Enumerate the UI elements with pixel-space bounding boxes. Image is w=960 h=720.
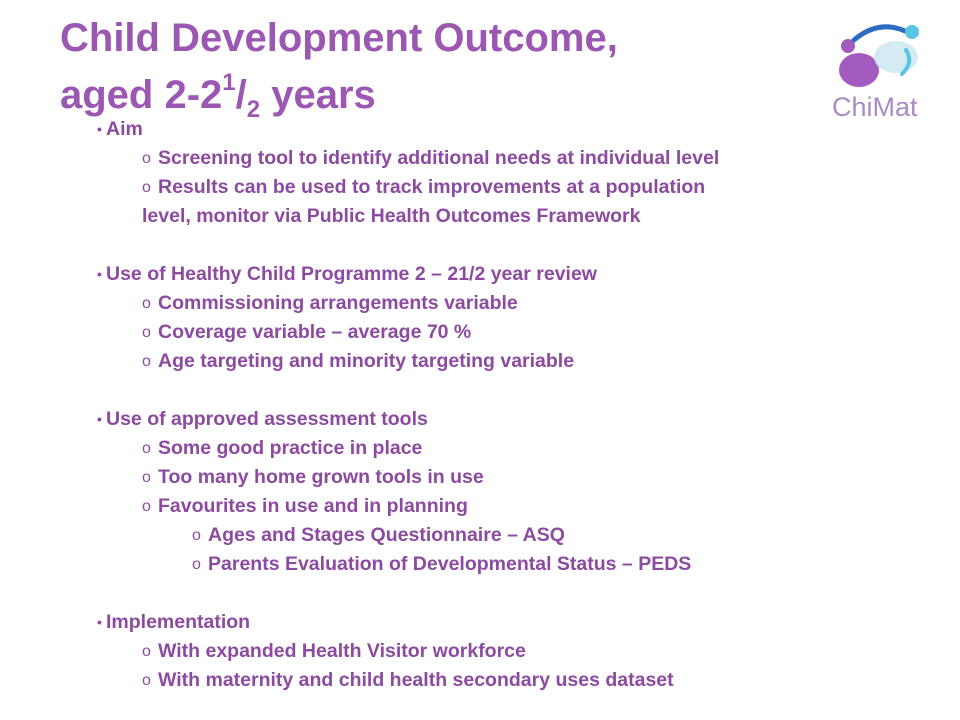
title-line-2-suffix: years [260,73,376,117]
bullet-heading-text: Use of approved assessment tools [106,408,428,430]
sub-bullet-marker: o [192,527,201,544]
logo-wordmark: ChiMat [832,92,918,122]
sub-bullet-marker: o [142,469,151,486]
bullet-heading-text: Implementation [106,611,251,633]
bullet-heading-text: Aim [106,118,143,140]
list-item-text: Age targeting and minority targeting variable [158,350,575,372]
sub-bullet-marker: o [142,643,151,660]
bullet-heading [100,405,920,434]
logo-light-figure [874,41,918,73]
slide-title [60,10,618,124]
sub-bullet-marker: o [142,353,151,370]
sub-bullet-marker: o [142,150,151,167]
list-item-text: Coverage variable – average 70 % [158,321,472,343]
logo-purple-figure [839,53,879,87]
list-item-text: Results can be used to track improvements at a population [158,176,706,198]
sub-bullet-marker: o [142,498,151,515]
section-healthy-child-programme [100,260,920,376]
list-item [100,434,920,463]
nested-list-item-text: Parents Evaluation of Developmental Status – PEDS [208,553,692,575]
bullet-heading [100,608,920,637]
title-line-1: Child Development Outcome, [60,16,618,60]
sub-list [100,289,920,376]
sub-list [100,434,920,579]
sub-bullet-marker: o [192,556,201,573]
bullet-heading [100,115,920,144]
sub-bullet-marker: o [142,672,151,689]
list-item-text: Favourites in use and in planning [158,495,468,517]
sub-bullet-marker: o [142,440,151,457]
bullet-heading [100,260,920,289]
sub-bullet-marker: o [142,179,151,196]
list-item-text: Some good practice in place [158,437,423,459]
list-item-text: Too many home grown tools in use [158,466,484,488]
nested-list-item [100,521,920,550]
list-item [100,318,920,347]
list-item-text: With expanded Health Visitor workforce [158,640,526,662]
bullet-heading-text: Use of Healthy Child Programme 2 – 21/2 year review [106,263,597,285]
title-line-2-prefix: aged 2-2 [60,73,223,117]
logo-teal-head [905,25,919,39]
list-item [100,144,920,173]
list-item [100,492,920,521]
list-item-text: Commissioning arrangements variable [158,292,518,314]
nested-list-item-text: Ages and Stages Questionnaire – ASQ [208,524,565,546]
title-fraction-numerator: 1 [222,68,236,96]
list-item [100,463,920,492]
list-item-text: Screening tool to identify additional needs at individual level [158,147,720,169]
sub-bullet-marker: o [142,324,151,341]
nested-list-item [100,550,920,579]
title-fraction-slash: / [235,73,247,117]
sub-list [100,144,920,231]
list-item [100,173,920,231]
section-aim [100,115,920,231]
list-item-text: With maternity and child health secondary uses dataset [158,669,674,691]
list-item [100,666,920,695]
list-item [100,347,920,376]
section-assessment-tools [100,405,920,579]
sub-bullet-marker: o [142,295,151,312]
title-fraction-denominator: 2 [246,96,261,123]
list-item-continuation: level, monitor via Public Health Outcomes Framework [142,205,641,227]
section-implementation [100,608,920,695]
sub-list [100,637,920,695]
logo-blue-arc [854,27,911,40]
list-item [100,289,920,318]
list-item [100,637,920,666]
slide-content [100,115,920,695]
